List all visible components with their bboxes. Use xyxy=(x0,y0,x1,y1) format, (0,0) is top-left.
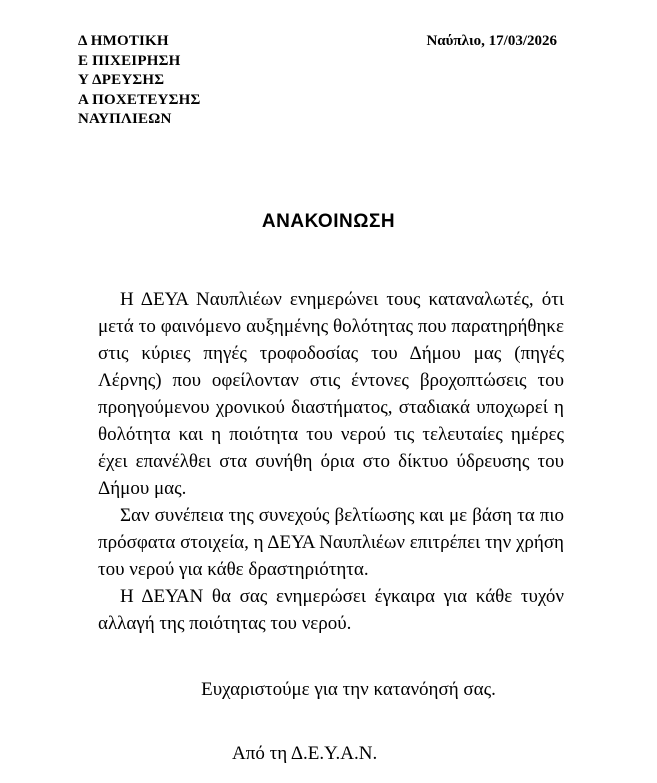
org-line: Δ ΗΜΟΤΙΚΗ xyxy=(78,33,169,49)
announcement-body xyxy=(98,286,564,637)
paragraph: Σαν συνέπεια της συνεχούς βελτίωσης και με βάση τα πιο πρόσφατα στοιχεία, η ΔΕΥΑ Ναυπλιέων επιτρέπει την χρήση του νερού για κάθε δραστηριότητα. xyxy=(98,505,564,580)
document-title: ΑΝΑΚΟΙΝΩΣΗ xyxy=(261,211,396,232)
closing-line: Ευχαριστούμε για την κατανόησή σας. xyxy=(201,679,496,700)
document-date: Ναύπλιο, 17/03/2026 xyxy=(426,33,557,49)
org-line: Ε ΠΙΧΕΙΡΗΣΗ xyxy=(78,52,181,69)
signature-line: Από τη Δ.Ε.Υ.Α.Ν. xyxy=(232,743,378,764)
paragraph: Η ΔΕΥΑΝ θα σας ενημερώσει έγκαιρα για κάθε τυχόν αλλαγή της ποιότητας του νερού. xyxy=(98,586,564,634)
org-line: Υ ΔΡΕΥΣΗΣ xyxy=(78,72,165,88)
org-line: ΝΑΥΠΛΙΕΩΝ xyxy=(78,111,172,127)
org-line: Α ΠΟΧΕΤΕΥΣΗΣ xyxy=(78,91,201,108)
paragraph: Η ΔΕΥΑ Ναυπλιέων ενημερώνει τους καταναλωτές, ότι μετά το φαινόμενο αυξημένης θολότητας που παρατηρήθηκε στις κύριες πηγές τροφοδοσίας του Δήμου μας (πηγές Λέρνης) που οφείλονταν στις έντονες βροχοπτώσεις του προηγούμενου χρονικού διαστήματος, σταδιακά υποχωρεί η θολότητα και η ποιότητα του νερού τις τελευταίες ημέρες έχει επανέλθει στα συνήθη όρια στο δίκτυο ύδρευσης του Δήμου μας. xyxy=(98,289,564,499)
organization-name-block xyxy=(78,32,200,130)
